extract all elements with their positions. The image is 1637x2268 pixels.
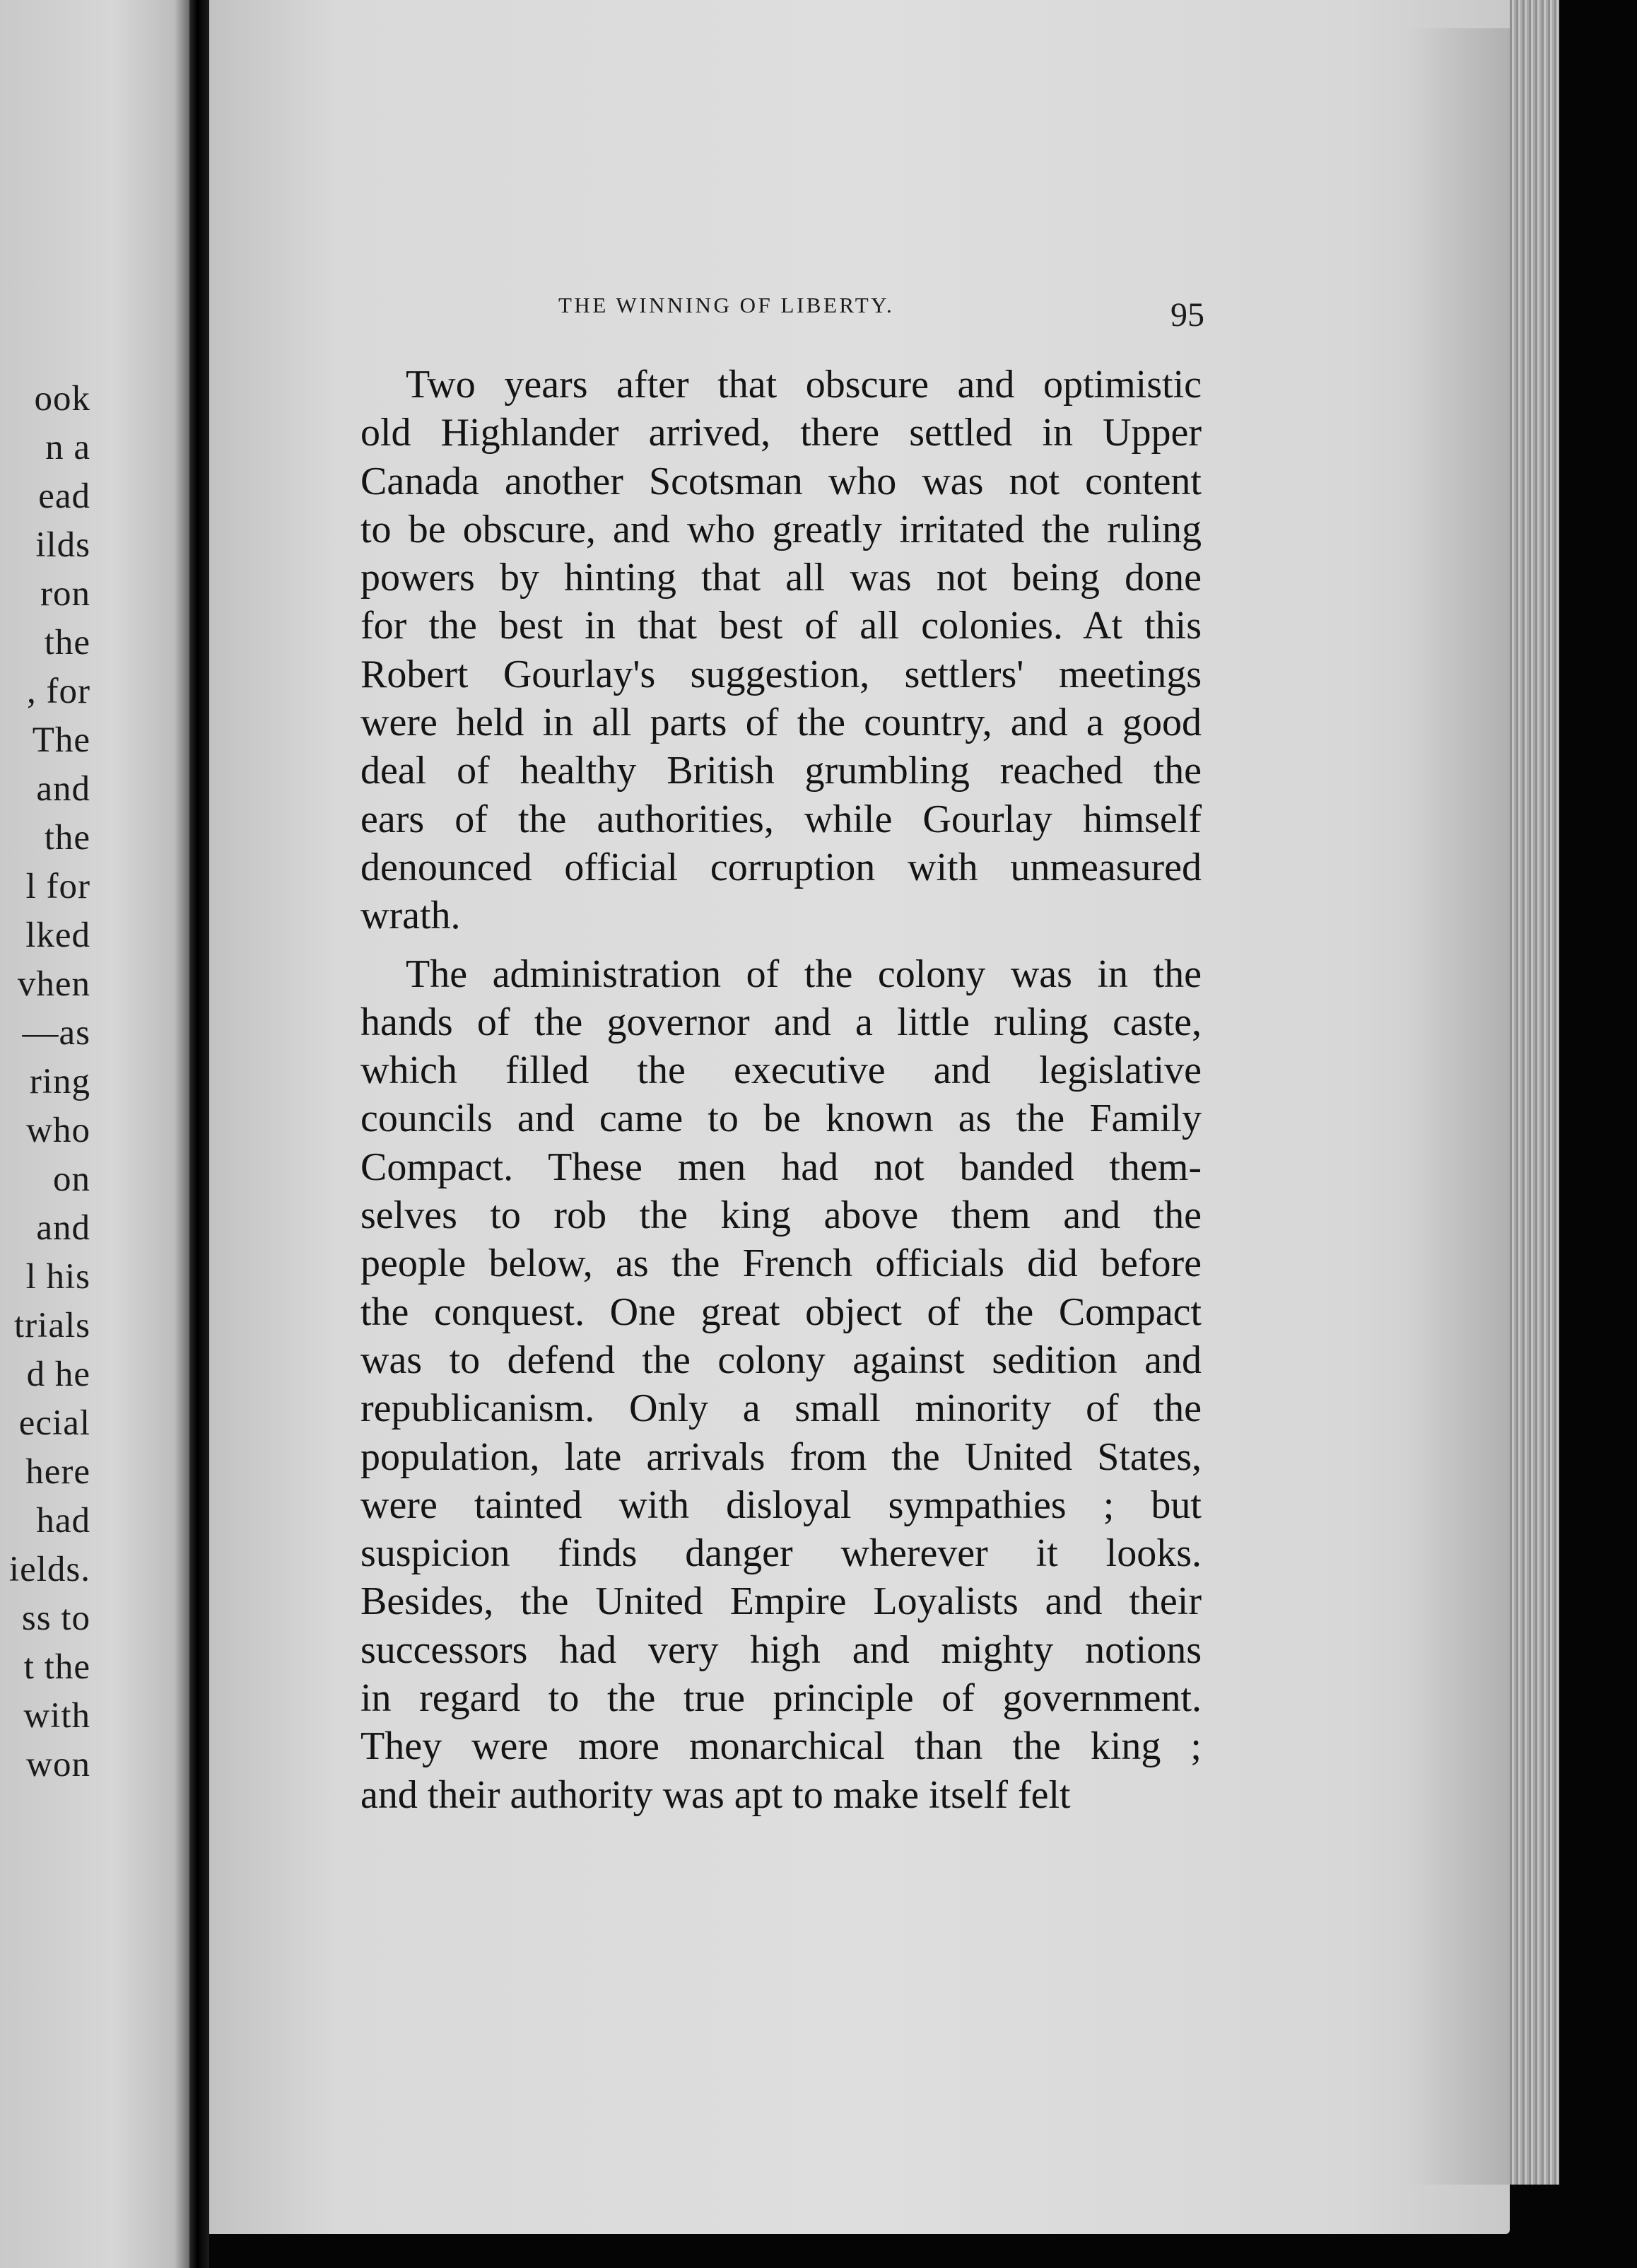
paragraph-gap	[360, 940, 1202, 950]
facing-page-line: the	[44, 818, 90, 858]
text-line: republicanism. Only a small minority of the	[360, 1386, 1202, 1431]
text-line: denounced official corruption with unmeasured	[360, 845, 1202, 889]
facing-page-line: the	[44, 623, 90, 662]
paragraph	[360, 361, 1202, 940]
facing-page-line: l his	[25, 1257, 90, 1297]
text-line: Canada another Scotsman who was not content	[360, 459, 1202, 503]
facing-page-line: n a	[45, 428, 90, 467]
text-line: to be obscure, and who greatly irritated the ruling	[360, 507, 1202, 551]
body-text	[360, 361, 1202, 1819]
text-line: Robert Gourlay's suggestion, settlers' meetings	[360, 652, 1202, 696]
text-line: old Highlander arrived, there settled in Upper	[360, 411, 1202, 455]
text-line: were held in all parts of the country, and a good	[360, 701, 1202, 745]
facing-page-line: The	[32, 720, 90, 760]
facing-page-line: vhen	[17, 964, 90, 1004]
facing-page-line: ook	[34, 379, 90, 419]
text-line: wrath.	[360, 894, 461, 938]
text-line: the conquest. One great object of the Compact	[360, 1290, 1202, 1334]
text-line: suspicion finds danger wherever it looks.	[360, 1531, 1202, 1576]
facing-page-line: ring	[29, 1062, 90, 1101]
facing-page-line: and	[36, 769, 90, 809]
facing-page-line: ields.	[8, 1550, 90, 1589]
text-line: deal of healthy British grumbling reached the	[360, 749, 1202, 793]
facing-page-line: ecial	[18, 1403, 90, 1443]
page-number: 95	[1170, 296, 1204, 334]
text-line: Compact. These men had not banded them-	[360, 1145, 1202, 1189]
paragraph	[360, 950, 1202, 1819]
text-line: ears of the authorities, while Gourlay himself	[360, 797, 1202, 841]
facing-page-text	[0, 375, 90, 1789]
facing-page-line: here	[25, 1452, 90, 1492]
facing-page-line: —as	[22, 1013, 90, 1053]
facing-page-line: had	[36, 1501, 90, 1541]
facing-page-line: lked	[25, 916, 90, 955]
facing-page-line: on	[53, 1159, 90, 1199]
text-line: for the best in that best of all colonies. At this	[360, 604, 1202, 648]
facing-page-left	[0, 0, 189, 2268]
facing-page-line: trials	[14, 1306, 90, 1345]
text-line: and their authority was apt to make itself felt	[360, 1772, 1071, 1817]
facing-page-line: with	[23, 1696, 90, 1736]
facing-page-line: d he	[26, 1355, 90, 1394]
facing-page-line: l for	[25, 867, 90, 906]
text-line: Two years after that obscure and optimistic	[406, 363, 1202, 407]
text-line: councils and came to be known as the Family	[360, 1097, 1202, 1141]
facing-page-line: t the	[23, 1647, 90, 1687]
page-edges	[1510, 0, 1559, 2185]
text-line: powers by hinting that all was not being done	[360, 556, 1202, 600]
text-line: selves to rob the king above them and the	[360, 1193, 1202, 1238]
text-line: was to defend the colony against sedition and	[360, 1338, 1202, 1382]
text-line: successors had very high and mighty notions	[360, 1627, 1202, 1672]
text-line: which filled the executive and legislative	[360, 1048, 1202, 1093]
facing-page-line: and	[36, 1208, 90, 1248]
text-line: The administration of the colony was in the	[406, 952, 1202, 996]
running-head: THE WINNING OF LIBERTY.	[558, 293, 895, 317]
page-shadow	[1407, 28, 1510, 2185]
text-line: in regard to the true principle of government.	[360, 1676, 1202, 1721]
facing-page-line: ead	[38, 477, 90, 516]
facing-page-line: who	[26, 1111, 90, 1150]
facing-page-line: won	[26, 1745, 90, 1784]
facing-page-line: , for	[27, 672, 90, 711]
facing-page-line: ss to	[21, 1598, 90, 1638]
text-line: were tainted with disloyal sympathies ; but	[360, 1483, 1202, 1527]
text-line: people below, as the French officials did before	[360, 1241, 1202, 1286]
text-line: They were more monarchical than the king ;	[360, 1724, 1202, 1769]
text-line: hands of the governor and a little ruling caste,	[360, 1000, 1202, 1044]
facing-page-line: ron	[40, 574, 90, 614]
text-line: Besides, the United Empire Loyalists and their	[360, 1579, 1202, 1624]
book-gutter	[189, 0, 209, 2268]
facing-page-line: ilds	[35, 525, 90, 565]
text-line: population, late arrivals from the United States,	[360, 1434, 1202, 1479]
